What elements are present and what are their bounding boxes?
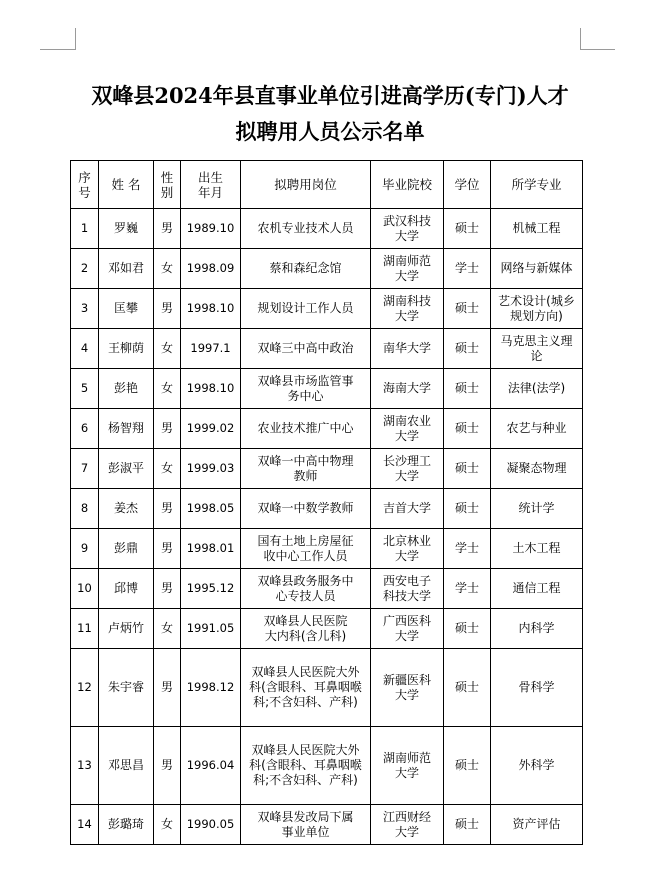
cell-no: 6 [71, 409, 99, 449]
cell-birth: 1998.10 [181, 289, 241, 329]
page-guide-top-right [580, 49, 615, 50]
table-row [71, 609, 583, 649]
cell-birth: 1998.10 [181, 369, 241, 409]
cell-major: 通信工程 [491, 569, 583, 609]
cell-birth: 1991.05 [181, 609, 241, 649]
cell-name: 杨智翔 [99, 409, 154, 449]
cell-no: 8 [71, 489, 99, 529]
cell-school-text: 江西财经大学 [382, 809, 431, 839]
cell-name: 卢炳竹 [99, 609, 154, 649]
cell-gender: 女 [154, 369, 181, 409]
table-row [71, 289, 583, 329]
cell-birth: 1990.05 [181, 805, 241, 845]
cell-school [371, 409, 444, 449]
cell-post-text: 双峰县人民医院大外科(含眼科、耳鼻咽喉科;不含妇科、产科) [249, 743, 362, 787]
cell-no: 2 [71, 249, 99, 289]
header-name: 姓 名 [99, 161, 154, 209]
cell-major [491, 289, 583, 329]
header-major: 所学专业 [491, 161, 583, 209]
cell-birth: 1996.04 [181, 727, 241, 805]
cell-major [491, 249, 583, 289]
cell-post-text: 双峰县政务服务中心专技人员 [257, 573, 354, 603]
cell-degree: 硕士 [444, 489, 491, 529]
header-no-label: 序号 [78, 169, 91, 200]
cell-degree: 硕士 [444, 649, 491, 727]
cell-gender: 女 [154, 449, 181, 489]
table-body [71, 209, 583, 845]
table-row [71, 209, 583, 249]
cell-no: 9 [71, 529, 99, 569]
cell-degree: 硕士 [444, 449, 491, 489]
cell-school [371, 529, 444, 569]
cell-name: 邓思昌 [99, 727, 154, 805]
cell-post [241, 609, 371, 649]
cell-birth: 1989.10 [181, 209, 241, 249]
header-birth [181, 161, 241, 209]
cell-school-text: 湖南师范大学 [382, 253, 431, 283]
cell-birth: 1995.12 [181, 569, 241, 609]
cell-name: 彭淑平 [99, 449, 154, 489]
cell-name: 彭艳 [99, 369, 154, 409]
document-title-line-1: 双峰县2024年县直事业单位引进高学历(专门)人才 [91, 83, 569, 108]
cell-school: 南华大学 [371, 329, 444, 369]
cell-post [241, 369, 371, 409]
cell-major: 凝聚态物理 [491, 449, 583, 489]
cell-post: 双峰一中数学教师 [241, 489, 371, 529]
cell-post: 农机专业技术人员 [241, 209, 371, 249]
cell-degree: 硕士 [444, 289, 491, 329]
cell-post [241, 529, 371, 569]
cell-school: 海南大学 [371, 369, 444, 409]
cell-name: 姜杰 [99, 489, 154, 529]
cell-gender: 男 [154, 489, 181, 529]
table-header [71, 161, 583, 209]
cell-no: 12 [71, 649, 99, 727]
cell-birth: 1998.05 [181, 489, 241, 529]
candidate-table [70, 160, 583, 845]
cell-school-text: 北京林业大学 [382, 533, 431, 563]
table-row [71, 249, 583, 289]
table-row [71, 569, 583, 609]
cell-degree: 硕士 [444, 727, 491, 805]
cell-gender: 女 [154, 249, 181, 289]
cell-school [371, 449, 444, 489]
cell-gender: 男 [154, 209, 181, 249]
table-row [71, 369, 583, 409]
cell-degree: 硕士 [444, 409, 491, 449]
cell-name: 朱宇睿 [99, 649, 154, 727]
header-no [71, 161, 99, 209]
cell-no: 5 [71, 369, 99, 409]
cell-post-text: 双峰县市场监管事务中心 [257, 373, 354, 403]
cell-post-text: 国有土地上房屋征收中心工作人员 [257, 533, 354, 563]
cell-major: 土木工程 [491, 529, 583, 569]
cell-birth: 1999.03 [181, 449, 241, 489]
cell-post: 农业技术推广中心 [241, 409, 371, 449]
header-birth-label: 出生年月 [197, 169, 223, 200]
cell-birth: 1998.01 [181, 529, 241, 569]
cell-major: 机械工程 [491, 209, 583, 249]
cell-major-text: 网络与新媒体 [500, 261, 573, 275]
cell-no: 11 [71, 609, 99, 649]
cell-school-text: 湖南科技大学 [382, 293, 431, 323]
table-row [71, 727, 583, 805]
table-row [71, 449, 583, 489]
cell-gender: 男 [154, 289, 181, 329]
header-gender-label: 性别 [160, 169, 174, 200]
cell-school-text: 广西医科大学 [382, 613, 431, 643]
cell-gender: 男 [154, 649, 181, 727]
cell-school [371, 649, 444, 727]
cell-school-text: 湖南农业大学 [382, 413, 431, 443]
cell-major: 骨科学 [491, 649, 583, 727]
cell-major: 农艺与种业 [491, 409, 583, 449]
cell-post-text: 双峰县人民医院大内科(含儿科) [263, 613, 348, 643]
cell-birth: 1998.12 [181, 649, 241, 727]
cell-no: 1 [71, 209, 99, 249]
cell-no: 7 [71, 449, 99, 489]
cell-degree: 硕士 [444, 369, 491, 409]
table-row [71, 529, 583, 569]
cell-name: 邱博 [99, 569, 154, 609]
cell-gender: 男 [154, 409, 181, 449]
cell-gender: 女 [154, 805, 181, 845]
cell-name: 匡攀 [99, 289, 154, 329]
cell-no: 14 [71, 805, 99, 845]
cell-post [241, 569, 371, 609]
cell-name: 王柳荫 [99, 329, 154, 369]
cell-post [241, 727, 371, 805]
cell-no: 10 [71, 569, 99, 609]
cell-school [371, 805, 444, 845]
cell-name: 罗巍 [99, 209, 154, 249]
cell-degree: 硕士 [444, 609, 491, 649]
cell-major: 统计学 [491, 489, 583, 529]
cell-major: 资产评估 [491, 805, 583, 845]
cell-post: 双峰三中高中政治 [241, 329, 371, 369]
cell-school [371, 289, 444, 329]
table-row [71, 489, 583, 529]
cell-name: 彭鼎 [99, 529, 154, 569]
cell-name: 彭璐琦 [99, 805, 154, 845]
cell-school [371, 727, 444, 805]
cell-major: 外科学 [491, 727, 583, 805]
header-degree: 学位 [444, 161, 491, 209]
cell-school-text: 长沙理工大学 [382, 453, 431, 483]
cell-school [371, 609, 444, 649]
page-guide-top-right-vertical [580, 28, 581, 50]
header-gender [154, 161, 181, 209]
cell-degree: 硕士 [444, 209, 491, 249]
table-row [71, 329, 583, 369]
cell-gender: 男 [154, 727, 181, 805]
cell-post [241, 649, 371, 727]
header-post: 拟聘用岗位 [241, 161, 371, 209]
table-row [71, 649, 583, 727]
page-guide-top-left [40, 49, 75, 50]
cell-degree: 学士 [444, 569, 491, 609]
cell-post: 规划设计工作人员 [241, 289, 371, 329]
cell-school-text: 西安电子科技大学 [382, 573, 431, 603]
cell-school-text: 新疆医科大学 [382, 672, 431, 702]
cell-major: 法律(法学) [491, 369, 583, 409]
cell-no: 4 [71, 329, 99, 369]
document-title-line-2: 拟聘用人员公示名单 [235, 119, 425, 144]
cell-major-text: 艺术设计(城乡规划方向) [498, 293, 575, 323]
cell-gender: 女 [154, 329, 181, 369]
cell-degree: 学士 [444, 529, 491, 569]
cell-school: 吉首大学 [371, 489, 444, 529]
cell-post [241, 449, 371, 489]
cell-degree: 硕士 [444, 329, 491, 369]
cell-degree: 学士 [444, 249, 491, 289]
cell-post-text: 双峰县人民医院大外科(含眼科、耳鼻咽喉科;不含妇科、产科) [249, 665, 362, 709]
header-row [71, 161, 583, 209]
table-row [71, 805, 583, 845]
cell-major-text: 马克思主义理论 [500, 333, 573, 363]
cell-gender: 女 [154, 609, 181, 649]
cell-degree: 硕士 [444, 805, 491, 845]
cell-gender: 男 [154, 529, 181, 569]
cell-no: 13 [71, 727, 99, 805]
cell-school [371, 569, 444, 609]
cell-school [371, 249, 444, 289]
cell-no: 3 [71, 289, 99, 329]
cell-birth: 1999.02 [181, 409, 241, 449]
cell-name: 邓如君 [99, 249, 154, 289]
cell-school-text: 湖南师范大学 [382, 750, 431, 780]
cell-birth: 1998.09 [181, 249, 241, 289]
cell-major [491, 329, 583, 369]
cell-post [241, 805, 371, 845]
cell-gender: 男 [154, 569, 181, 609]
table-row [71, 409, 583, 449]
cell-birth: 1997.1 [181, 329, 241, 369]
cell-school [371, 209, 444, 249]
header-school: 毕业院校 [371, 161, 444, 209]
cell-post-text: 双峰一中高中物理教师 [257, 453, 354, 483]
cell-major: 内科学 [491, 609, 583, 649]
cell-school-text: 武汉科技大学 [382, 213, 431, 243]
cell-post: 蔡和森纪念馆 [241, 249, 371, 289]
page-guide-top-left-vertical [75, 28, 76, 50]
cell-post-text: 双峰县发改局下属事业单位 [257, 809, 354, 839]
